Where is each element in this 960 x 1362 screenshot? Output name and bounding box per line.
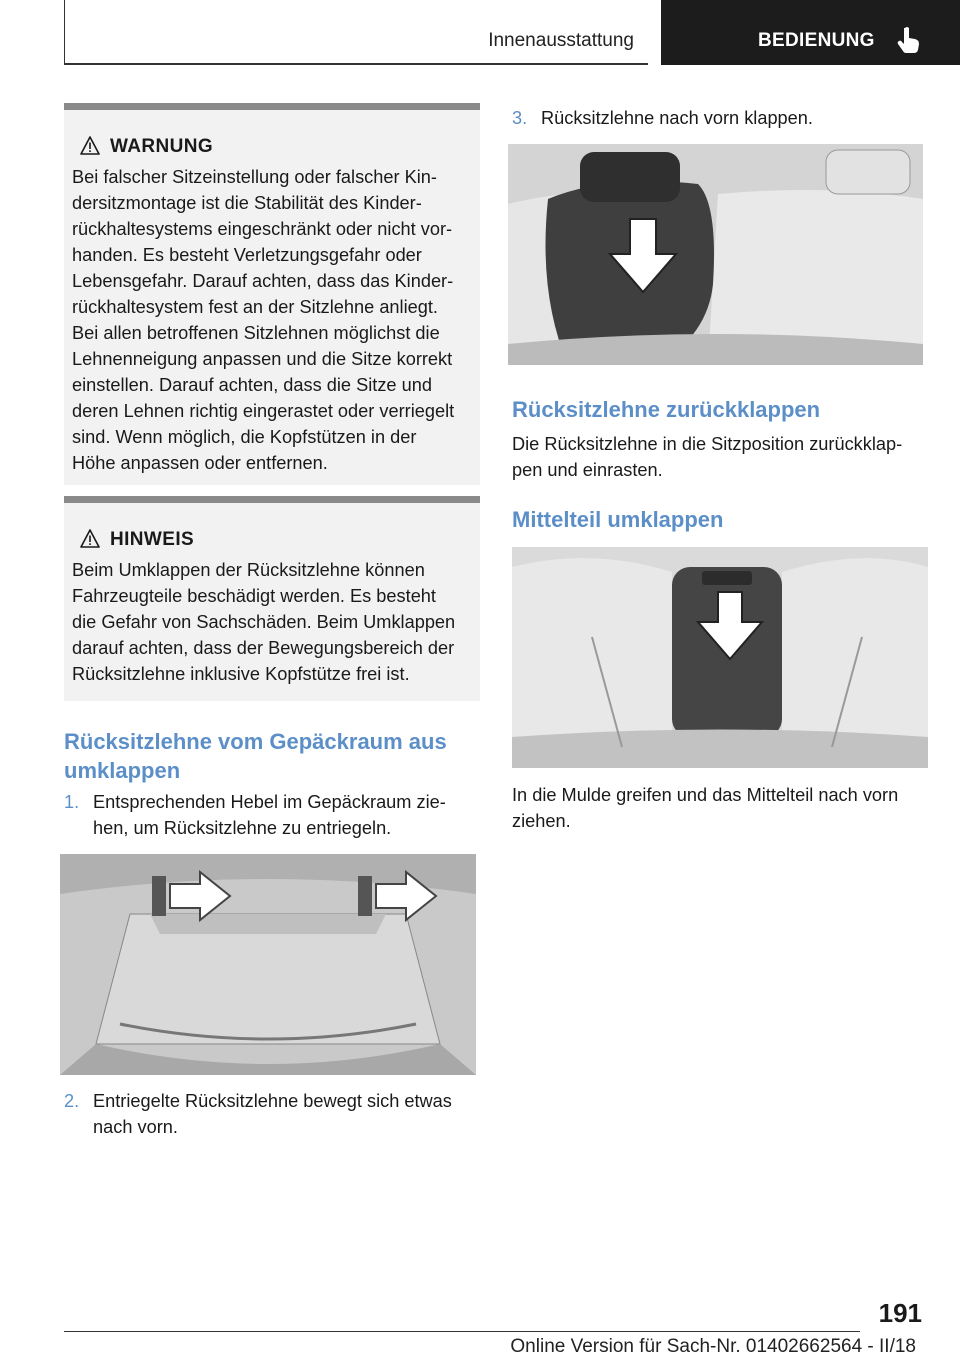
footer-divider [64,1331,860,1332]
section-heading-trunk [64,727,480,785]
text-line: Höhe anpassen oder entfernen. [72,453,328,473]
text-line: handen. Es besteht Verletzungsgefahr oder [72,245,422,265]
text-line: deren Lehnen richtig eingerastet oder verriegelt [72,401,455,421]
section-heading-back: Rücksitzlehne zurückklappen [512,397,821,422]
text-line: Bei allen betroffenen Sitzlehnen möglichst die [72,323,440,343]
step-number: 3. [512,108,528,128]
text-line: Entriegelte Rücksitzlehne bewegt sich etwas [93,1091,452,1111]
section-heading-middle: Mittelteil umklappen [512,507,724,532]
text-line: pen und einrasten. [512,460,663,480]
text-line: Die Rücksitzlehne in die Sitzposition zurückklap- [512,434,903,454]
text-line: hen, um Rücksitzlehne zu entriegeln. [93,818,392,838]
warning-triangle-icon [80,136,100,155]
page-number: 191 [878,1298,922,1328]
step-number: 2. [64,1091,80,1111]
text-line: dersitzmontage ist die Stabilität des Kinder- [72,193,422,213]
hinweis-title: HINWEIS [110,529,195,550]
header-divider-left [64,0,65,64]
text-line: Fahrzeugteile beschädigt werden. Es besteht [72,586,436,606]
text-line: Entsprechenden Hebel im Gepäckraum zie- [93,792,446,812]
text-line: rückhaltesystems eingeschränkt oder nicht vor- [72,219,453,239]
heading-line: umklappen [64,758,181,783]
step-text [541,105,813,131]
text-line: nach vorn. [93,1117,178,1137]
hinweis-box [64,496,480,701]
warning-triangle-icon [80,529,100,548]
seatback-fold-photo [508,144,923,365]
trunk-lever-photo [60,854,476,1075]
text-line: darauf achten, dass der Bewegungsbereich der [72,638,455,658]
text-line: Rücksitzlehne inklusive Kopfstütze frei ist. [72,664,410,684]
header-section-title: Innenausstattung [488,30,634,51]
text-line: Lebensgefahr. Darauf achten, dass das Kinder- [72,271,454,291]
section-back-text [512,431,928,483]
step-text [93,789,446,841]
step-3 [512,105,928,131]
text-line: die Gefahr von Sachschäden. Beim Umklappen [72,612,456,632]
text-line: einstellen. Darauf achten, dass die Sitze und [72,375,432,395]
footer-version-text: Online Version für Sach-Nr. 01402662564 - II/18 [510,1336,916,1357]
text-line: sind. Wenn möglich, die Kopfstützen in der [72,427,417,447]
hand-pointer-icon [896,26,922,54]
step-2 [64,1088,480,1140]
warning-text [72,164,476,476]
step-text [93,1088,452,1140]
text-line: Lehnenneigung anpassen und die Sitze korrekt [72,349,453,369]
text-line: Rücksitzlehne nach vorn klappen. [541,108,813,128]
step-1 [64,789,480,841]
heading-line: Rücksitzlehne vom Gepäckraum aus [64,729,447,754]
header-chapter-label: BEDIENUNG [758,30,875,51]
text-line: rückhaltesystem fest an der Sitzlehne anliegt. [72,297,438,317]
text-line: ziehen. [512,811,571,831]
section-middle-text [512,782,928,834]
middle-section-photo [512,547,928,768]
hinweis-text [72,557,476,687]
step-number: 1. [64,792,80,812]
text-line: In die Mulde greifen und das Mittelteil nach vorn [512,785,899,805]
text-line: Bei falscher Sitzeinstellung oder falscher Kin- [72,167,437,187]
header-underline [64,63,648,65]
warning-box [64,103,480,485]
warning-title: WARNUNG [110,136,214,157]
text-line: Beim Umklappen der Rücksitzlehne können [72,560,425,580]
